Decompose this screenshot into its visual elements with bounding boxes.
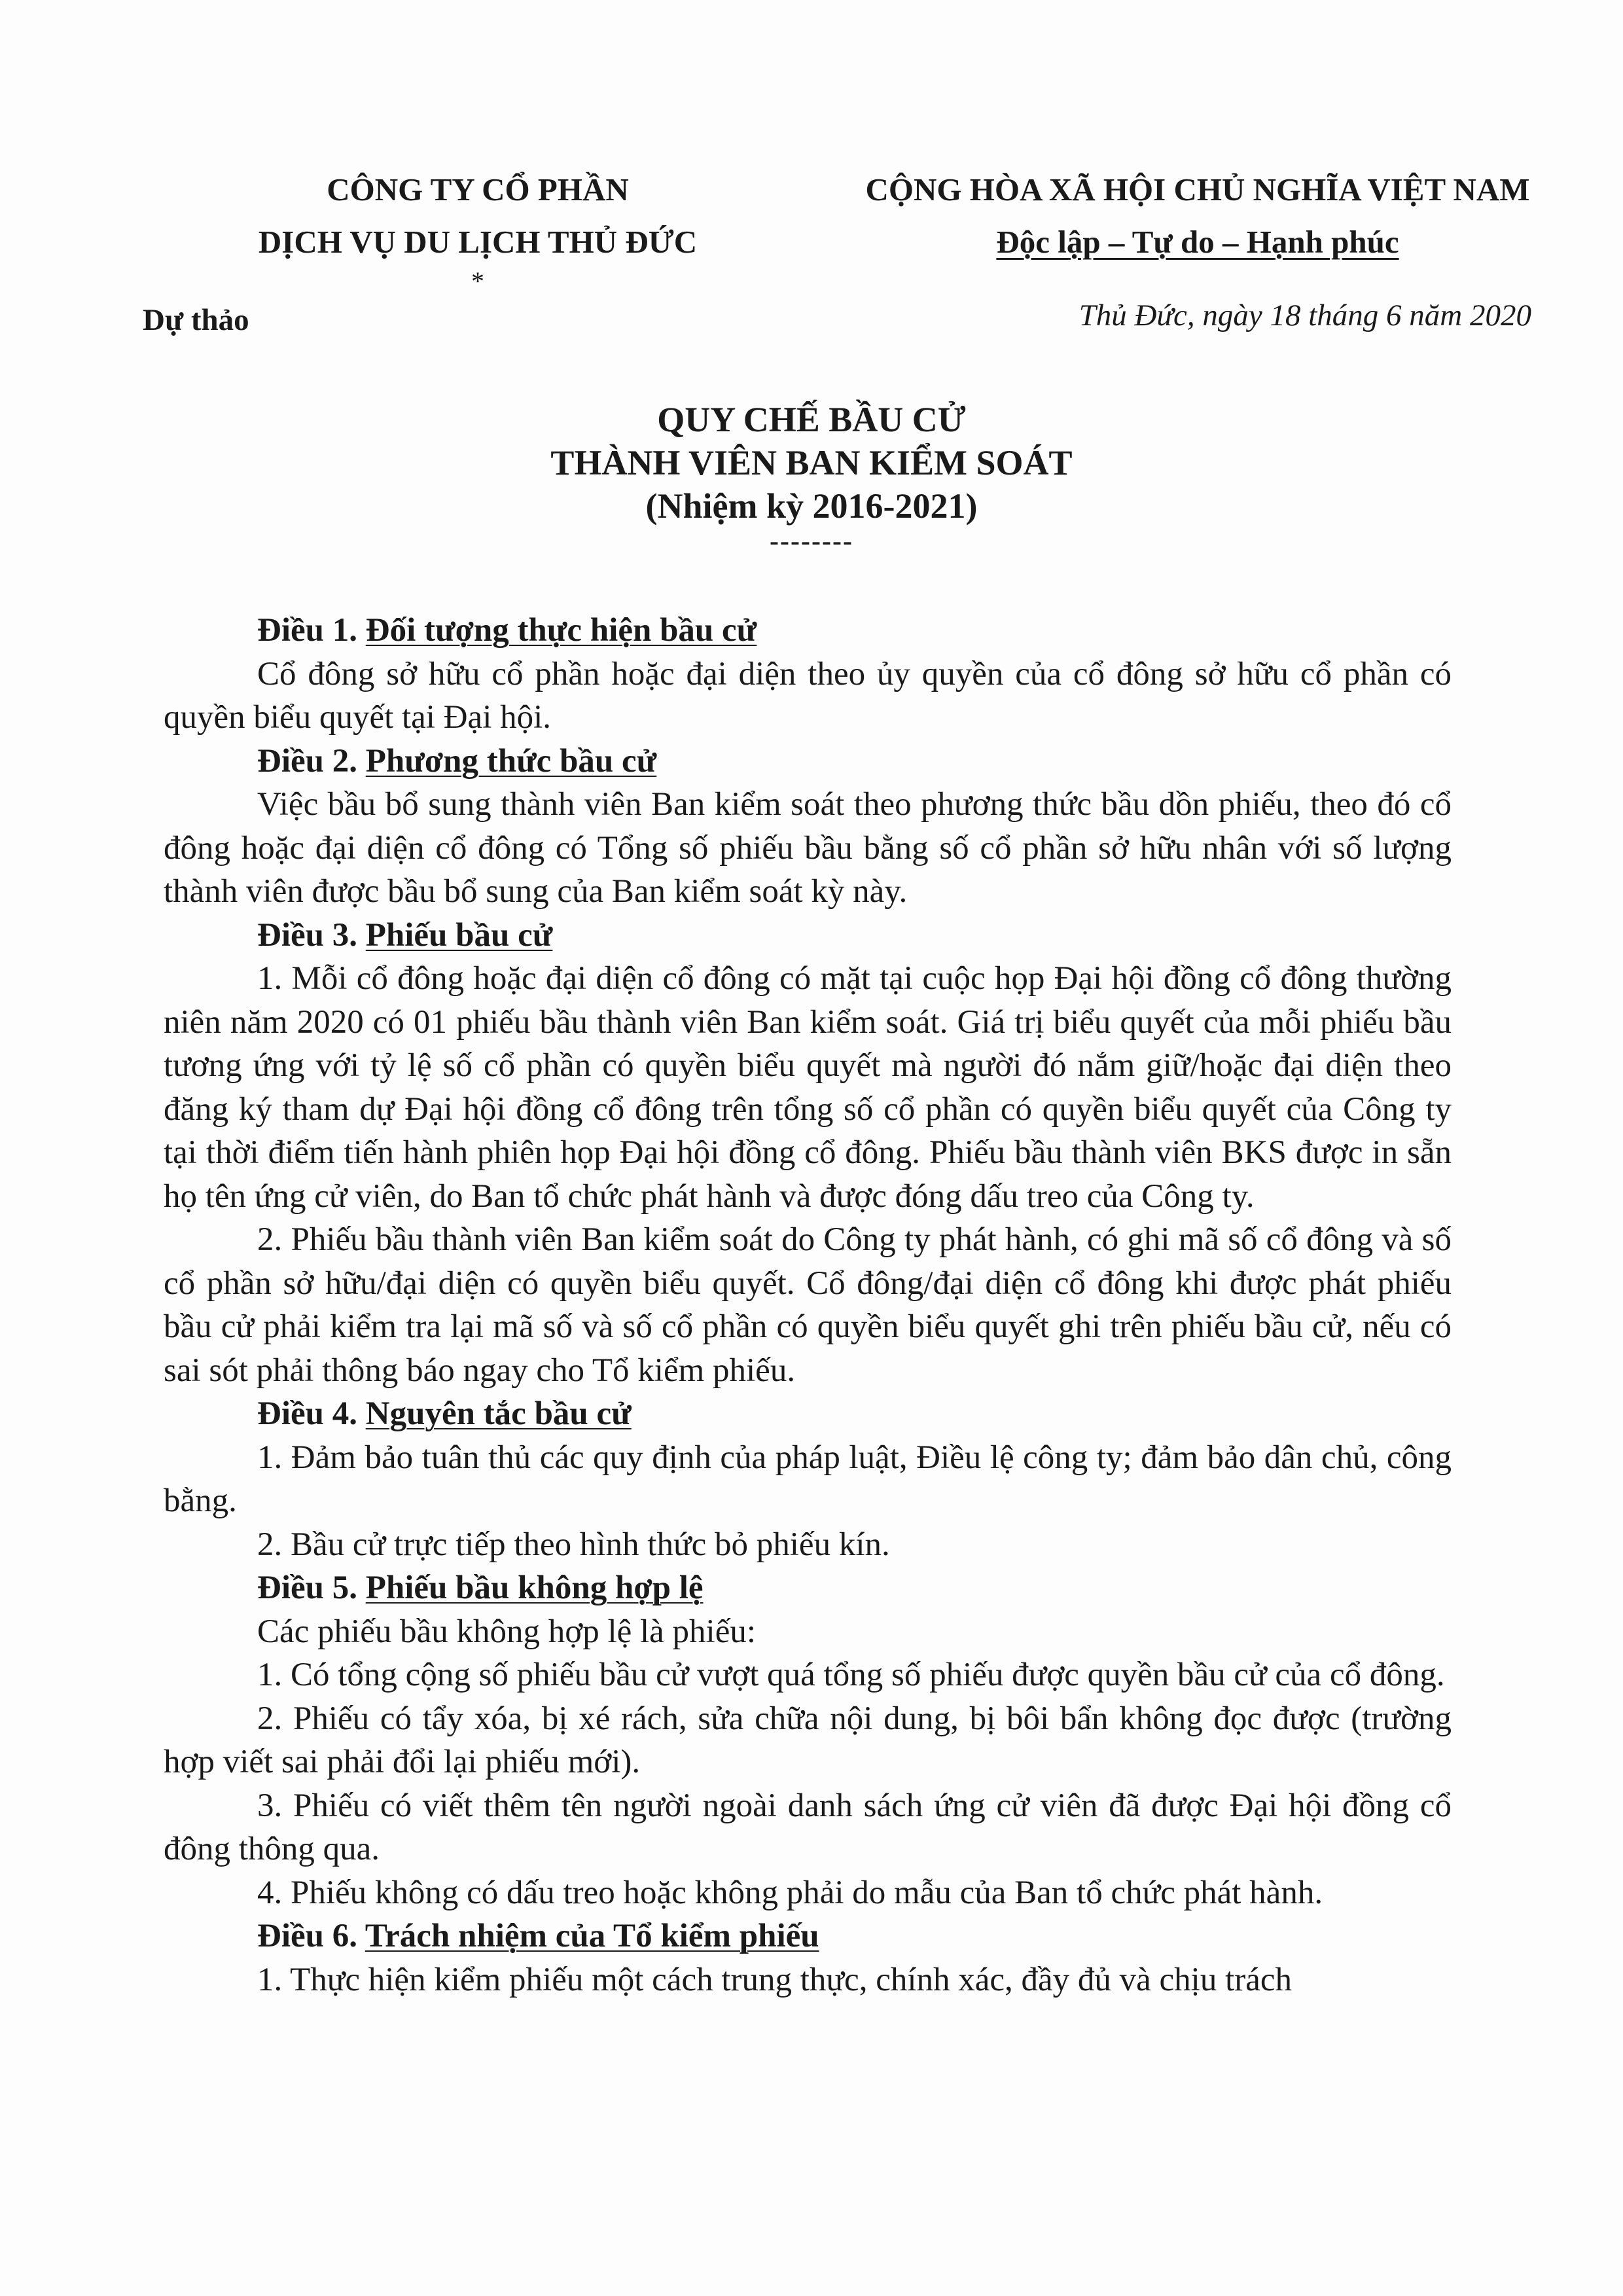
draft-label: Dự thảo bbox=[143, 303, 249, 337]
title-line1: QUY CHẾ BẦU CỬ bbox=[657, 400, 966, 439]
article-number: Điều 1. bbox=[257, 612, 357, 649]
company-header bbox=[249, 164, 707, 295]
document-title bbox=[0, 398, 1623, 555]
article-paragraph: 1. Đảm bảo tuân thủ các quy định của pháp luật, Điều lệ công ty; đảm bảo dân chủ, công bằng. bbox=[164, 1439, 1452, 1519]
article-paragraph: 1. Có tổng cộng số phiếu bầu cử vượt quá tổng số phiếu được quyền bầu cử của cổ đông. bbox=[257, 1657, 1445, 1693]
article-paragraph: 2. Bầu cử trực tiếp theo hình thức bỏ phiếu kín. bbox=[257, 1526, 890, 1563]
article-heading bbox=[164, 1392, 1452, 1436]
article-heading bbox=[164, 914, 1452, 958]
article-paragraph: 3. Phiếu có viết thêm tên người ngoài danh sách ứng cử viên đã được Đại hội đồng cổ đông thông qua. bbox=[164, 1787, 1452, 1867]
document-body bbox=[164, 609, 1452, 2001]
article-title: Phiếu bầu cử bbox=[365, 916, 553, 954]
article-paragraph: Các phiếu bầu không hợp lệ là phiếu: bbox=[257, 1613, 757, 1650]
article-number: Điều 2. bbox=[257, 742, 357, 780]
article-paragraph: Việc bầu bổ sung thành viên Ban kiểm soát theo phương thức bầu dồn phiếu, theo đó cổ đông hoặc đại diện cổ đông có Tổng số phiếu bầu bằng số cổ phần sở hữu nhân với số lượng thành viên được bầu bổ sung của Ban kiểm soát kỳ này. bbox=[164, 786, 1452, 910]
article-title: Phương thức bầu cử bbox=[365, 742, 657, 780]
company-name-line2: DỊCH VỤ DU LỊCH THỦ ĐỨC bbox=[258, 224, 698, 260]
article-paragraph: 4. Phiếu không có dấu treo hoặc không phải do mẫu của Ban tổ chức phát hành. bbox=[257, 1874, 1323, 1911]
company-name-line1: CÔNG TY CỔ PHẦN bbox=[327, 171, 629, 207]
article-paragraph: 1. Mỗi cổ đông hoặc đại diện cổ đông có mặt tại cuộc họp Đại hội đồng cổ đông thường niên năm 2020 có 01 phiếu bầu thành viên Ban kiểm soát. Giá trị biểu quyết của mỗi phiếu bầu tương ứng với tỷ lệ số cổ phần có quyền biểu quyết mà người đó nắm giữ/hoặc đại diện theo đăng ký tham dự Đại hội đồng cổ đông trên tổng số cổ phần có quyền biểu quyết của Công ty tại thời điểm tiến hành phiên họp Đại hội đồng cổ đông. Phiếu bầu thành viên BKS được in sẵn họ tên ứng cử viên, do Ban tổ chức phát hành và được đóng dấu treo của Công ty. bbox=[164, 960, 1452, 1215]
article-title: Trách nhiệm của Tổ kiểm phiếu bbox=[365, 1918, 819, 1954]
article-heading bbox=[164, 609, 1452, 653]
national-title: CỘNG HÒA XÃ HỘI CHỦ NGHĨA VIỆT NAM bbox=[865, 171, 1530, 207]
article-paragraph: Cổ đông sở hữu cổ phần hoặc đại diện theo ủy quyền của cổ đông sở hữu cổ phần có quyền biểu quyết tại Đại hội. bbox=[164, 655, 1452, 736]
title-separator: -------- bbox=[770, 526, 853, 556]
article-number: Điều 4. bbox=[257, 1395, 357, 1432]
article-paragraph: 2. Phiếu có tẩy xóa, bị xé rách, sửa chữa nội dung, bị bôi bẩn không đọc được (trường hợp viết sai phải đổi lại phiếu mới). bbox=[164, 1700, 1452, 1780]
title-line3: (Nhiệm kỳ 2016-2021) bbox=[645, 486, 978, 526]
article-title: Đối tượng thực hiện bầu cử bbox=[365, 612, 757, 649]
national-motto: Độc lập – Tự do – Hạnh phúc bbox=[996, 224, 1399, 260]
article-title: Phiếu bầu không hợp lệ bbox=[365, 1570, 704, 1606]
article-heading bbox=[164, 740, 1452, 783]
date-line: Thủ Đức, ngày 18 tháng 6 năm 2020 bbox=[1079, 298, 1531, 332]
header-star: * bbox=[471, 266, 484, 296]
article-paragraph: 2. Phiếu bầu thành viên Ban kiểm soát do Công ty phát hành, có ghi mã số cổ đông và số cổ phần sở hữu/đại diện có quyền biểu quyết. Cổ đông/đại diện cổ đông khi được phát phiếu bầu cử phải kiểm tra lại mã số và số cổ phần có quyền biểu quyết ghi trên phiếu bầu cử, nếu có sai sót phải thông báo ngay cho Tổ kiểm phiếu. bbox=[164, 1221, 1452, 1389]
article-title: Nguyên tắc bầu cử bbox=[365, 1395, 632, 1432]
title-line2: THÀNH VIÊN BAN KIỂM SOÁT bbox=[550, 443, 1073, 482]
article-number: Điều 3. bbox=[257, 916, 357, 954]
article-heading bbox=[164, 1566, 1452, 1610]
article-number: Điều 5. bbox=[257, 1570, 357, 1606]
article-heading bbox=[164, 1914, 1452, 1958]
article-number: Điều 6. bbox=[257, 1918, 357, 1954]
article-paragraph: 1. Thực hiện kiểm phiếu một cách trung thực, chính xác, đầy đủ và chịu trách bbox=[257, 1961, 1293, 1998]
national-header bbox=[844, 164, 1551, 268]
